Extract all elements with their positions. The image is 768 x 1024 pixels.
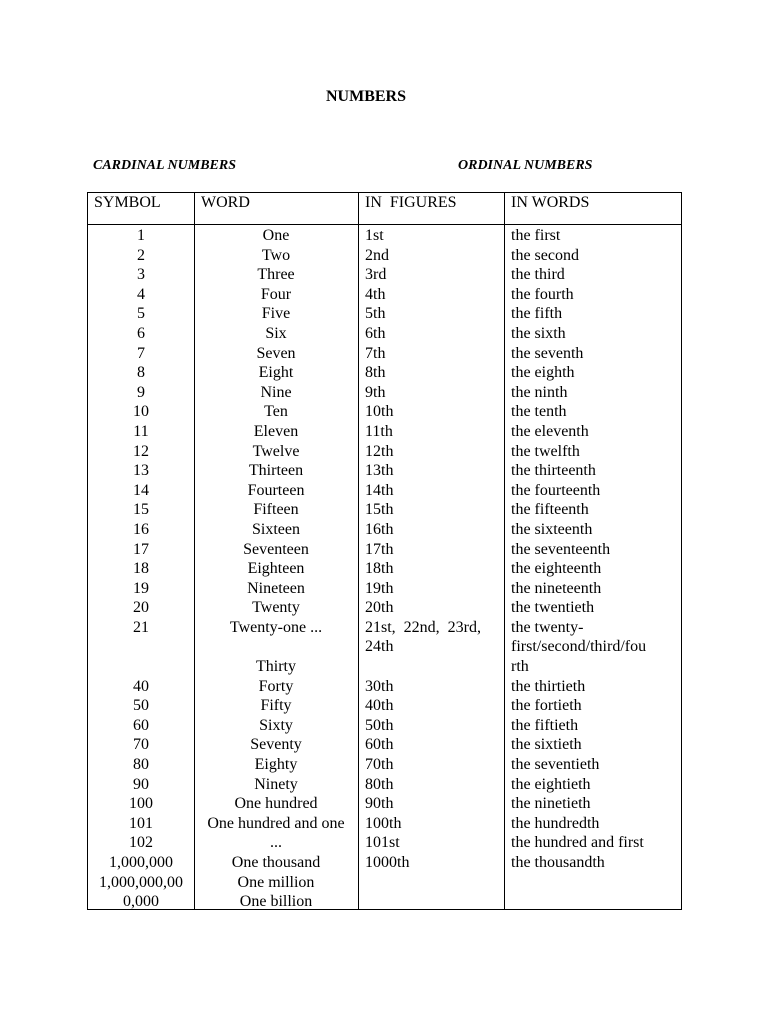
symbol-cell: 100	[129, 795, 153, 813]
symbol-cell: 40	[133, 677, 149, 695]
symbol-cell: 16	[133, 520, 149, 538]
cardinal-numbers-heading: CARDINAL NUMBERS	[93, 158, 237, 173]
in-figures-cell: 30th	[365, 677, 394, 695]
in-figures-cell: 3rd	[365, 266, 387, 284]
in-figures-cell: 9th	[365, 383, 386, 401]
word-cell: Seven	[256, 344, 296, 362]
in-words-cell: the eightieth	[511, 775, 591, 793]
in-figures-cell: 16th	[365, 520, 394, 538]
in-figures-cell: 50th	[365, 716, 394, 734]
in-words-cell: the first	[511, 227, 561, 244]
word-cell: Three	[257, 266, 295, 284]
word-cell: Sixteen	[252, 520, 300, 538]
in-words-cell: the twelfth	[511, 442, 580, 460]
in-figures-cell: 11th	[365, 422, 393, 440]
in-words-cell: the sixtieth	[511, 736, 582, 754]
symbol-cell: 13	[133, 462, 149, 480]
in-words-cell: the thirtieth	[511, 677, 586, 695]
in-words-cell: the twentieth	[511, 599, 595, 617]
in-words-cell: the sixteenth	[511, 520, 593, 538]
in-words-cell: the tenth	[511, 403, 567, 421]
header-divider	[88, 224, 681, 225]
in-words-cell: the thousandth	[511, 854, 605, 871]
in-words-cell: the fourth	[511, 285, 574, 303]
symbol-cell: 18	[133, 560, 149, 578]
ordinal-numbers-heading: ORDINAL NUMBERS	[458, 158, 593, 173]
symbol-cell: 19	[133, 579, 149, 597]
word-cell: Eleven	[253, 422, 299, 440]
in-words-cell: the thirteenth	[511, 462, 596, 480]
symbol-cell: 70	[133, 736, 149, 754]
symbol-cell: 102	[129, 834, 153, 852]
word-cell: ...	[270, 834, 282, 852]
in-figures-cell: 14th	[365, 481, 394, 499]
word-cell: Four	[260, 285, 292, 303]
in-figures-cell: 17th	[365, 540, 394, 558]
symbol-cell: 60	[133, 716, 149, 734]
symbol-cell: 15	[133, 501, 149, 519]
word-cell: One billion	[239, 893, 313, 911]
symbol-cell	[88, 657, 194, 677]
symbol-cell: 20	[133, 599, 149, 617]
word-cell: Eight	[258, 364, 294, 382]
in-words-cell: the hundred and first	[511, 834, 644, 852]
word-cell: Sixty	[259, 716, 293, 734]
symbol-cell: 0,000	[123, 893, 159, 911]
header-word: WORD	[201, 194, 250, 211]
in-words-cell: the seventieth	[511, 756, 600, 774]
in-words-cell: the ninetieth	[511, 795, 591, 813]
word-cell: Fifteen	[253, 501, 299, 519]
in-figures-cell: 12th	[365, 442, 394, 460]
in-words-cell: the fortieth	[511, 697, 582, 715]
symbol-cell: 14	[133, 481, 149, 499]
word-cell: Six	[265, 324, 287, 342]
symbol-cell: 50	[133, 697, 149, 715]
in-figures-cell: 1st	[365, 227, 384, 244]
word-cell: Forty	[258, 677, 294, 695]
word-cell: Eighteen	[247, 560, 305, 578]
in-figures-cell: 2nd	[365, 246, 389, 264]
symbol-cell: 80	[133, 756, 149, 774]
symbol-cell: 9	[137, 383, 145, 401]
word-cell	[194, 637, 358, 657]
in-figures-cell: 21st, 22nd, 23rd,	[365, 618, 481, 636]
in-words-cell: the seventeenth	[511, 540, 611, 558]
symbol-cell: 6	[137, 324, 145, 342]
word-column	[194, 226, 358, 912]
word-cell: Thirteen	[248, 462, 304, 480]
symbol-cell: 12	[133, 442, 149, 460]
in-figures-cell: 6th	[365, 324, 386, 342]
in-words-cell: the seventh	[511, 344, 584, 362]
word-cell: Ninety	[254, 775, 298, 793]
symbol-cell: 4	[137, 285, 145, 303]
in-figures-cell: 60th	[365, 736, 394, 754]
symbol-cell: 17	[133, 540, 149, 558]
in-words-cell: the fiftieth	[511, 716, 579, 734]
header-symbol: SYMBOL	[94, 194, 161, 211]
word-cell: One	[262, 227, 290, 244]
numbers-table	[87, 192, 682, 910]
word-cell: Fourteen	[247, 481, 305, 499]
word-cell: Seventy	[250, 736, 302, 754]
in-figures-cell: 80th	[365, 775, 394, 793]
in-words-cell	[511, 873, 681, 893]
in-words-cell: the third	[511, 266, 565, 284]
in-words-cell: the fifteenth	[511, 501, 589, 519]
in-words-cell: the sixth	[511, 324, 566, 342]
word-cell: Five	[261, 305, 291, 323]
in-figures-cell: 5th	[365, 305, 386, 323]
in-words-cell: the fifth	[511, 305, 563, 323]
word-cell: Two	[261, 246, 291, 264]
symbol-column	[88, 226, 194, 912]
in-words-column	[511, 226, 681, 912]
header-in-words: IN WORDS	[511, 194, 590, 211]
in-figures-cell: 4th	[365, 285, 386, 303]
word-cell: Nine	[260, 383, 292, 401]
symbol-cell	[88, 637, 194, 657]
in-figures-cell: 1000th	[365, 854, 410, 871]
symbol-cell: 1,000,000,00	[99, 873, 183, 891]
in-figures-cell	[365, 657, 505, 677]
in-figures-cell: 40th	[365, 697, 394, 715]
page-title: NUMBERS	[325, 88, 406, 105]
symbol-cell: 5	[137, 305, 145, 323]
word-cell: Twelve	[252, 442, 300, 460]
symbol-cell: 3	[137, 266, 145, 284]
in-figures-cell: 18th	[365, 560, 394, 578]
in-words-cell: first/second/third/fou	[511, 638, 647, 656]
symbol-cell: 1,000,000	[109, 854, 173, 871]
symbol-cell: 21	[133, 618, 149, 636]
in-figures-cell: 15th	[365, 501, 394, 519]
word-cell: One thousand	[231, 854, 321, 871]
in-figures-cell: 101st	[365, 834, 400, 852]
in-words-cell: the nineteenth	[511, 579, 602, 597]
in-figures-cell: 90th	[365, 795, 394, 813]
in-words-cell: the twenty-	[511, 618, 584, 636]
symbol-cell: 11	[133, 422, 149, 440]
in-figures-cell: 19th	[365, 579, 394, 597]
symbol-cell: 8	[137, 364, 145, 382]
in-figures-cell: 8th	[365, 364, 386, 382]
symbol-cell: 7	[137, 344, 145, 362]
in-words-cell: rth	[511, 658, 529, 676]
in-figures-cell: 13th	[365, 462, 394, 480]
column-divider	[358, 193, 359, 909]
in-words-cell: the eighteenth	[511, 560, 602, 578]
word-cell: One hundred and one	[207, 814, 345, 832]
in-figures-cell	[365, 892, 505, 912]
symbol-cell: 10	[133, 403, 149, 421]
in-figures-cell: 7th	[365, 344, 386, 362]
in-words-cell: the eleventh	[511, 422, 589, 440]
in-figures-cell: 24th	[365, 638, 394, 656]
symbol-cell: 90	[133, 775, 149, 793]
in-words-cell	[511, 892, 681, 912]
in-words-cell: the ninth	[511, 383, 568, 401]
in-words-cell: the second	[511, 246, 579, 264]
in-words-cell: the hundredth	[511, 814, 600, 832]
in-figures-cell: 10th	[365, 403, 394, 421]
in-words-cell: the eighth	[511, 364, 575, 382]
in-figures-cell: 20th	[365, 599, 394, 617]
symbol-cell: 2	[137, 246, 145, 264]
symbol-cell: 1	[137, 227, 145, 244]
in-figures-column	[365, 226, 505, 912]
word-cell: Eighty	[254, 756, 298, 774]
word-cell: One hundred	[234, 795, 318, 813]
word-cell: Fifty	[260, 697, 292, 715]
in-figures-cell: 70th	[365, 756, 394, 774]
in-figures-cell: 100th	[365, 814, 402, 832]
symbol-cell: 101	[129, 814, 153, 832]
word-cell: Nineteen	[247, 579, 305, 597]
header-in-figures: IN FIGURES	[365, 194, 457, 211]
word-cell: Twenty-one ...	[229, 618, 323, 636]
word-cell: Thirty	[256, 658, 296, 676]
in-figures-cell	[365, 873, 505, 893]
word-cell: Seventeen	[243, 540, 309, 558]
word-cell: One million	[237, 873, 315, 891]
in-words-cell: the fourteenth	[511, 481, 601, 499]
word-cell: Ten	[264, 403, 288, 421]
word-cell: Twenty	[252, 599, 300, 617]
